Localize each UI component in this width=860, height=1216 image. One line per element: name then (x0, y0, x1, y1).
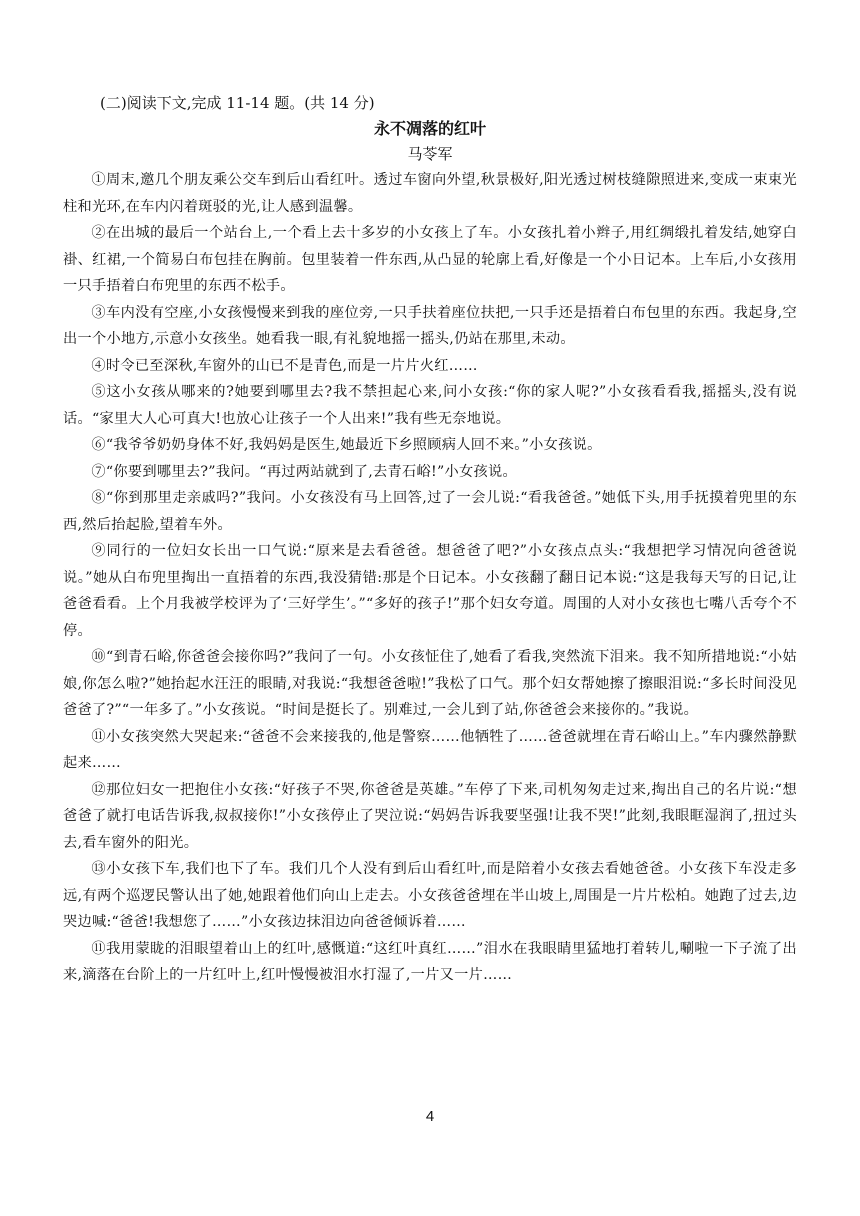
paragraph-7: ⑦“你要到哪里去?”我问。“再过两站就到了,去青石峪!”小女孩说。 (91, 463, 517, 480)
article-title: 永不凋落的红叶 (373, 119, 486, 138)
paragraph-3: ③车内没有空座,小女孩慢慢来到我的座位旁,一只手扶着座位扶把,一只手还是捂着白布包里的东西。我起身,空出一个小地方,示意小女孩坐。她看我一眼,有礼貌地摇一摇头,仍站在那里,未动。 (63, 304, 797, 347)
paragraph-9: ⑨同行的一位妇女长出一口气说:“原来是去看爸爸。想爸爸了吧?”小女孩点点头:“我想把学习情况向爸爸说说。”她从白布兜里掏出一直捂着的东西,我没猜错:那是个日记本。小女孩翻了翻日记本说:“这是我每天写的日记,让爸爸看看。上个月我被学校评为了‘三好学生’。”“多好的孩子!”那个妇女夸道。周围的人对小女孩也七嘴八舌夸个不停。 (63, 543, 797, 639)
paragraph-14: ⑪我用蒙眬的泪眼望着山上的红叶,感慨道:“这红叶真红……”泪水在我眼睛里猛地打着转儿,唰啦一下子流了出来,滴落在台阶上的一片红叶上,红叶慢慢被泪水打湿了,一片又一片…… (63, 940, 797, 983)
paragraph-6: ⑥“我爷爷奶奶身体不好,我妈妈是医生,她最近下乡照顾病人回不来。”小女孩说。 (91, 437, 602, 453)
page-number: 4 (425, 1108, 435, 1125)
section-heading: (二)阅读下文,完成 11-14 题。(共 14 分) (100, 94, 375, 112)
paragraph-1: ①周末,邀几个朋友乘公交车到后山看红叶。透过车窗向外望,秋景极好,阳光透过树枝缝隙照进来,变成一束束光柱和光环,在车内闪着斑驳的光,让人感到温馨。 (63, 172, 797, 215)
article-author: 马苓军 (407, 145, 453, 163)
paragraph-5: ⑤这小女孩从哪来的?她要到哪里去?我不禁担起心来,问小女孩:“你的家人呢?”小女孩看看我,摇摇头,没有说话。“家里大人心可真大!也放心让孩子一个人出来!”我有些无奈地说。 (63, 384, 797, 427)
paragraph-2: ②在出城的最后一个站台上,一个看上去十多岁的小女孩上了车。小女孩扎着小辫子,用红绸缎扎着发结,她穿白褂、红裙,一个简易白布包挂在胸前。包里装着一件东西,从凸显的轮廓上看,好像是一个小日记本。上车后,小女孩用一只手捂着白布兜里的东西不松手。 (63, 225, 797, 294)
article-body (63, 167, 797, 989)
paragraph-8: ⑧“你到那里走亲戚吗?”我问。小女孩没有马上回答,过了一会儿说:“看我爸爸。”她低下头,用手抚摸着兜里的东西,然后抬起脸,望着车外。 (63, 490, 797, 533)
paragraph-10: ⑩“到青石峪,你爸爸会接你吗?”我问了一句。小女孩怔住了,她看了看我,突然流下泪来。我不知所措地说:“小姑娘,你怎么啦?”她抬起水汪汪的眼睛,对我说:“我想爸爸啦!”我松了口气。那个妇女帮她擦了擦眼泪说:“多长时间没见爸爸了?”“一年多了。”小女孩说。“时间是挺长了。别难过,一会儿到了站,你爸爸会来接你的。”我说。 (63, 649, 797, 718)
paragraph-11: ⑪小女孩突然大哭起来:“爸爸不会来接我的,他是警察……他牺牲了……爸爸就埋在青石峪山上。”车内骤然静默起来…… (63, 728, 797, 771)
paragraph-13: ⑬小女孩下车,我们也下了车。我们几个人没有到后山看红叶,而是陪着小女孩去看她爸爸。小女孩下车没走多远,有两个巡逻民警认出了她,她跟着他们向山上走去。小女孩爸爸埋在半山坡上,周围是一片片松柏。她跑了过去,边哭边喊:“爸爸!我想您了……”小女孩边抹泪边向爸爸倾诉着…… (63, 861, 797, 930)
paragraph-12: ⑫那位妇女一把抱住小女孩:“好孩子不哭,你爸爸是英雄。”车停了下来,司机匆匆走过来,掏出自己的名片说:“想爸爸了就打电话告诉我,叔叔接你!”小女孩停止了哭泣说:“妈妈告诉我要坚强!让我不哭!”此刻,我眼眶湿润了,扭过头去,看车窗外的阳光。 (63, 781, 797, 851)
paragraph-4: ④时令已至深秋,车窗外的山已不是青色,而是一片片火红…… (91, 357, 478, 374)
